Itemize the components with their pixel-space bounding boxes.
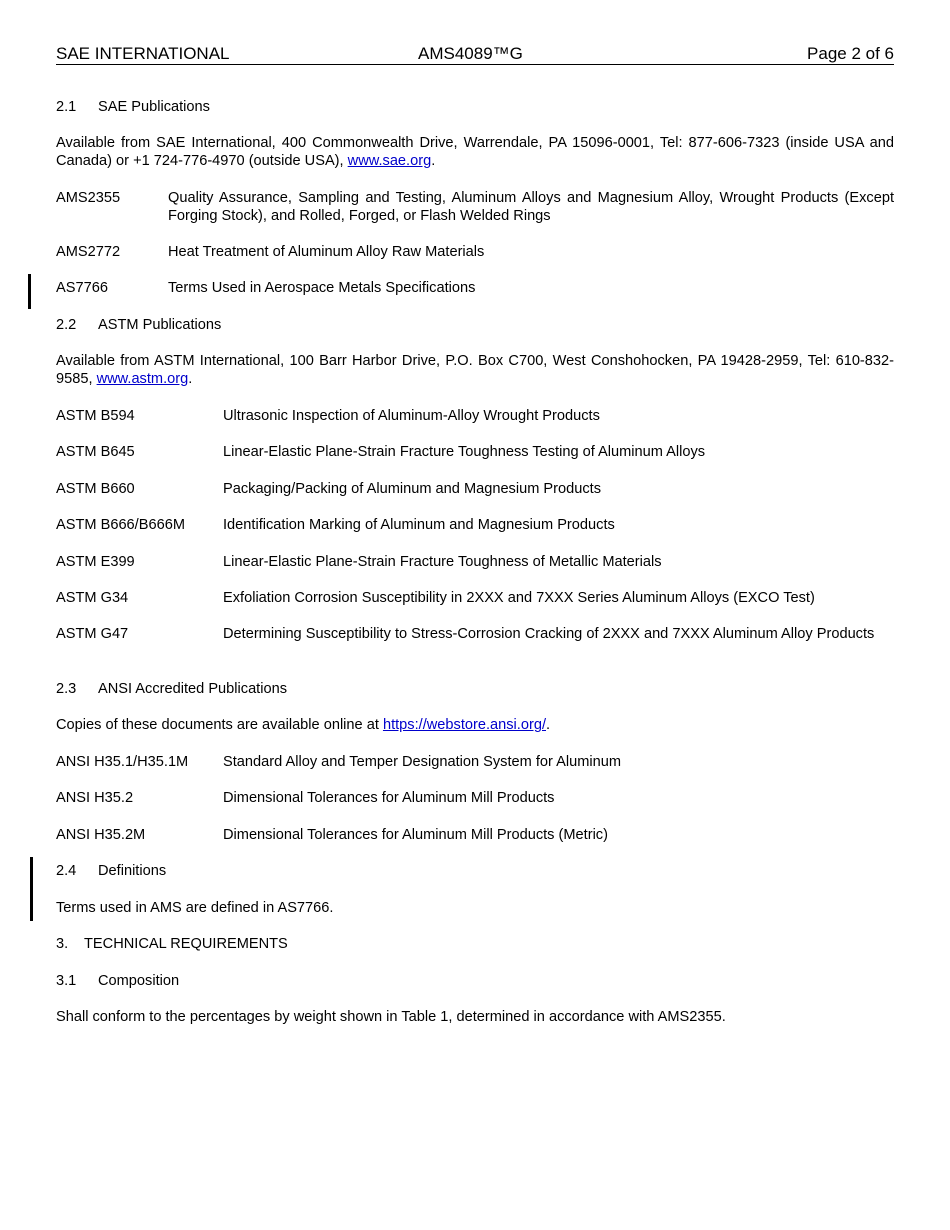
section-number: 2.3 — [56, 681, 77, 697]
section-heading-2-1 — [56, 98, 894, 116]
reference-code: ANSI H35.1/H35.1M — [56, 754, 189, 770]
paragraph-end: . — [188, 371, 193, 387]
reference-code: ANSI H35.2M — [56, 827, 146, 843]
section-heading-3 — [56, 935, 894, 953]
section-title: SAE Publications — [98, 99, 210, 115]
section-number: 2.4 — [56, 863, 77, 879]
reference-code: ASTM B645 — [56, 444, 135, 460]
astm-availability-paragraph — [56, 352, 894, 388]
reference-title: Linear-Elastic Plane-Strain Fracture Toughness Testing of Aluminum Alloys — [223, 444, 706, 460]
reference-title: Linear-Elastic Plane-Strain Fracture Toughness of Metallic Materials — [223, 554, 662, 570]
section-number: 3.1 — [56, 973, 77, 989]
header-org: SAE INTERNATIONAL — [56, 44, 230, 63]
reference-code: AMS2355 — [56, 190, 121, 206]
header-doc-number: AMS4089™G — [418, 44, 523, 63]
revision-change-bar — [28, 274, 31, 309]
composition-paragraph — [56, 1008, 894, 1026]
section-heading-2-3 — [56, 680, 894, 698]
section-title: Definitions — [98, 863, 167, 879]
reference-code: ASTM E399 — [56, 554, 135, 570]
section-heading-3-1 — [56, 972, 894, 990]
paragraph-text: Terms used in AMS are defined in AS7766. — [56, 900, 334, 916]
paragraph-end: . — [431, 153, 436, 169]
reference-code: AS7766 — [56, 280, 108, 296]
paragraph-text: Available from SAE International, 400 Commonwealth Drive, Warrendale, PA 15096-0001, Tel: 877-606-7323 (inside USA and Canada) or +1 724-776-4970 (outside USA), — [56, 135, 894, 169]
reference-code: ASTM G34 — [56, 590, 129, 606]
reference-title: Heat Treatment of Aluminum Alloy Raw Materials — [168, 244, 485, 260]
section-title: TECHNICAL REQUIREMENTS — [84, 936, 288, 952]
reference-code: ASTM G47 — [56, 626, 129, 642]
section-title: ASTM Publications — [98, 317, 222, 333]
revision-change-bar — [30, 857, 33, 921]
section-title: Composition — [98, 973, 180, 989]
reference-entry — [56, 625, 894, 661]
page-header — [56, 44, 894, 65]
ansi-webstore-link[interactable]: https://webstore.ansi.org/ — [382, 717, 546, 733]
reference-title: Ultrasonic Inspection of Aluminum-Alloy Wrought Products — [223, 408, 600, 424]
reference-title: Exfoliation Corrosion Susceptibility in 2XXX and 7XXX Series Aluminum Alloys (EXCO Test) — [223, 590, 815, 606]
reference-title: Dimensional Tolerances for Aluminum Mill Products — [223, 790, 555, 806]
reference-title: Identification Marking of Aluminum and Magnesium Products — [223, 517, 615, 533]
paragraph-text: Shall conform to the percentages by weight shown in Table 1, determined in accordance with AMS2355. — [56, 1009, 726, 1025]
reference-code: ASTM B660 — [56, 481, 135, 497]
reference-title: Packaging/Packing of Aluminum and Magnesium Products — [223, 481, 602, 497]
definitions-paragraph — [56, 899, 894, 917]
section-heading-2-2 — [56, 316, 894, 334]
reference-entry — [56, 189, 894, 225]
ansi-availability-paragraph — [56, 716, 894, 734]
reference-code: ANSI H35.2 — [56, 790, 134, 806]
reference-code: AMS2772 — [56, 244, 121, 260]
reference-code: ASTM B594 — [56, 408, 135, 424]
sae-website-link[interactable]: www.sae.org — [347, 153, 432, 169]
paragraph-text: Copies of these documents are available online at — [56, 717, 383, 733]
header-page-number: Page 2 of 6 — [807, 44, 894, 63]
sae-availability-paragraph — [56, 134, 894, 170]
paragraph-end: . — [546, 717, 551, 733]
reference-title: Quality Assurance, Sampling and Testing, Aluminum Alloys and Magnesium Alloy, Wrought Products (Except Forging Stock), and Rolled, Forged, or Flash Welded Rings — [168, 190, 894, 224]
reference-title: Dimensional Tolerances for Aluminum Mill Products (Metric) — [223, 827, 608, 843]
section-heading-2-4 — [56, 862, 894, 880]
astm-website-link[interactable]: www.astm.org — [96, 371, 189, 387]
section-number: 2.1 — [56, 99, 77, 115]
section-number: 2.2 — [56, 317, 77, 333]
section-number: 3. — [56, 936, 69, 952]
reference-title: Terms Used in Aerospace Metals Specifications — [168, 280, 476, 296]
paragraph-text: Available from ASTM International, 100 Barr Harbor Drive, P.O. Box C700, West Conshohocken, PA 19428-2959, Tel: 610-832-9585, — [56, 353, 894, 387]
reference-title: Determining Susceptibility to Stress-Corrosion Cracking of 2XXX and 7XXX Aluminum Alloy Products — [223, 626, 875, 642]
reference-code: ASTM B666/B666M — [56, 517, 185, 533]
reference-title: Standard Alloy and Temper Designation System for Aluminum — [223, 754, 622, 770]
section-title: ANSI Accredited Publications — [98, 681, 288, 697]
